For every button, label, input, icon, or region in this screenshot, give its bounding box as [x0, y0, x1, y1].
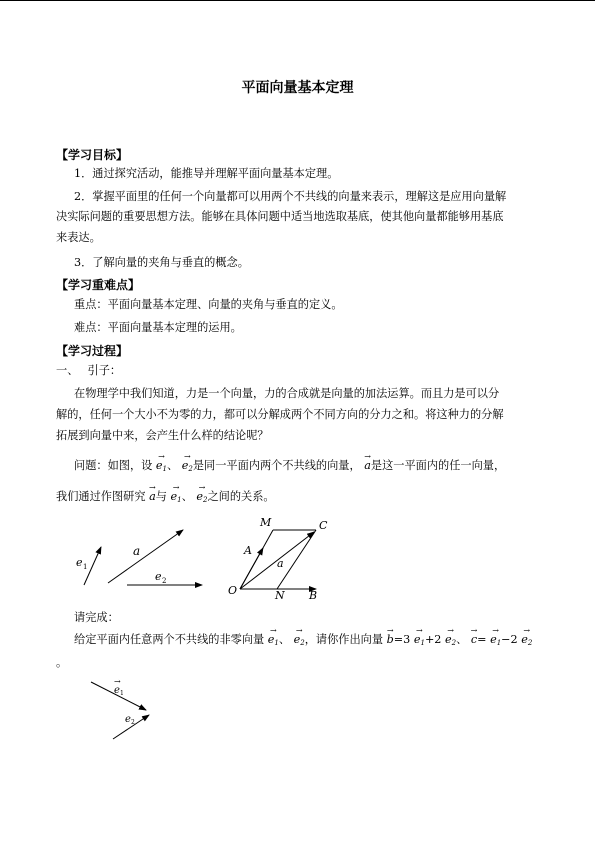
- goal-2-line-1: 2．掌握平面里的任何一个向量都可以用两个不共线的向量来表示，理解这是应用向量解: [74, 190, 507, 203]
- vector-a: → a: [364, 459, 371, 473]
- label-C: C: [319, 519, 328, 532]
- label-task-e1-arrow: →: [114, 677, 121, 686]
- label-task-e1-sub: 1: [120, 690, 124, 697]
- question-line-2: 我们通过作图研究 → a与 → $e_1$、 → $e_2$之间的关系。: [56, 490, 275, 507]
- label-M: M: [260, 516, 272, 529]
- vector-e1: → $e_1$: [156, 459, 167, 476]
- vector-e2: → $e_2$: [294, 633, 305, 650]
- label-O: O: [228, 584, 238, 597]
- task-label: 请完成：: [74, 611, 119, 624]
- key-point: 重点：平面向量基本定理、向量的夹角与垂直的定义。: [74, 298, 343, 311]
- vector-b: → b: [387, 633, 394, 647]
- label-e2: e: [155, 570, 162, 583]
- vector-e1: → $e_1$: [268, 633, 279, 650]
- label-B: B: [309, 589, 318, 602]
- goal-2-line-3: 来表达。: [56, 231, 101, 244]
- label-task-e1: e: [114, 685, 120, 696]
- label-e2-sub: 2: [162, 577, 167, 585]
- goal-3: 3．了解向量的夹角与垂直的概念。: [74, 256, 249, 269]
- question-line-1: 问题：如图，设 → $e_1$、 → $e_2$是同一平面内两个不共线的向量， → a是这一平面内的任一向量，: [74, 459, 505, 476]
- difficulty-point: 难点：平面向量基本定理的运用。: [74, 321, 242, 334]
- goal-1: 1．通过探究活动，能推导并理解平面向量基本定理。: [74, 167, 339, 180]
- label-task-e2-sub: 2: [131, 719, 135, 726]
- vector-c: → c: [471, 633, 477, 647]
- label-e1-sub: 1: [83, 563, 88, 571]
- vector-e1: → $e_1$: [414, 633, 425, 650]
- vector-e1: → $e_1$: [490, 633, 501, 650]
- task-end-mark: 。: [56, 656, 68, 669]
- vector-e2: → $e_2$: [182, 459, 193, 476]
- page-title: 平面向量基本定理: [241, 80, 354, 96]
- task-line: 给定平面内任意两个不共线的非零向量 → $e_1$、 → $e_2$，请你作出向量 → $b=3 \to e_1+2 \to e_2$、 → $c= \to e_1-2 \to e_2$: [74, 633, 532, 650]
- section-heading-keypoints: 【学习重难点】: [56, 278, 141, 292]
- section-heading-process: 【学习过程】: [56, 344, 129, 358]
- vector-e2: → $e_2$: [445, 633, 456, 650]
- label-a: a: [277, 557, 284, 570]
- intro-label: 一、 引子：: [56, 364, 122, 377]
- vector-e2: → $e_2$: [196, 490, 207, 507]
- intro-paragraph-line-3: 拓展到向量中来，会产生什么样的结论呢？: [56, 429, 269, 442]
- label-a: a: [133, 544, 141, 558]
- intro-paragraph-line-1: 在物理学中我们知道，力是一个向量，力的合成就是向量的加法运算。而且力是可以分: [74, 387, 500, 400]
- arrow-a: [108, 530, 183, 583]
- label-A: A: [244, 544, 252, 557]
- label-task-e2: e: [125, 714, 131, 725]
- vector-e1: → $e_1$: [171, 490, 182, 507]
- section-heading-goals: 【学习目标】: [56, 148, 129, 162]
- label-N: N: [275, 589, 285, 602]
- vector-a: → a: [149, 490, 156, 504]
- label-e1: e: [76, 556, 83, 569]
- intro-paragraph-line-2: 解的，任何一个大小不为零的力，都可以分解成两个不同方向的分力之和。将这种力的分解: [56, 408, 504, 421]
- vector-e2: → $e_2$: [521, 633, 532, 650]
- goal-2-line-2: 决实际问题的重要思想方法。能够在具体问题中适当地选取基底，使其他向量都能够用基底: [56, 210, 504, 223]
